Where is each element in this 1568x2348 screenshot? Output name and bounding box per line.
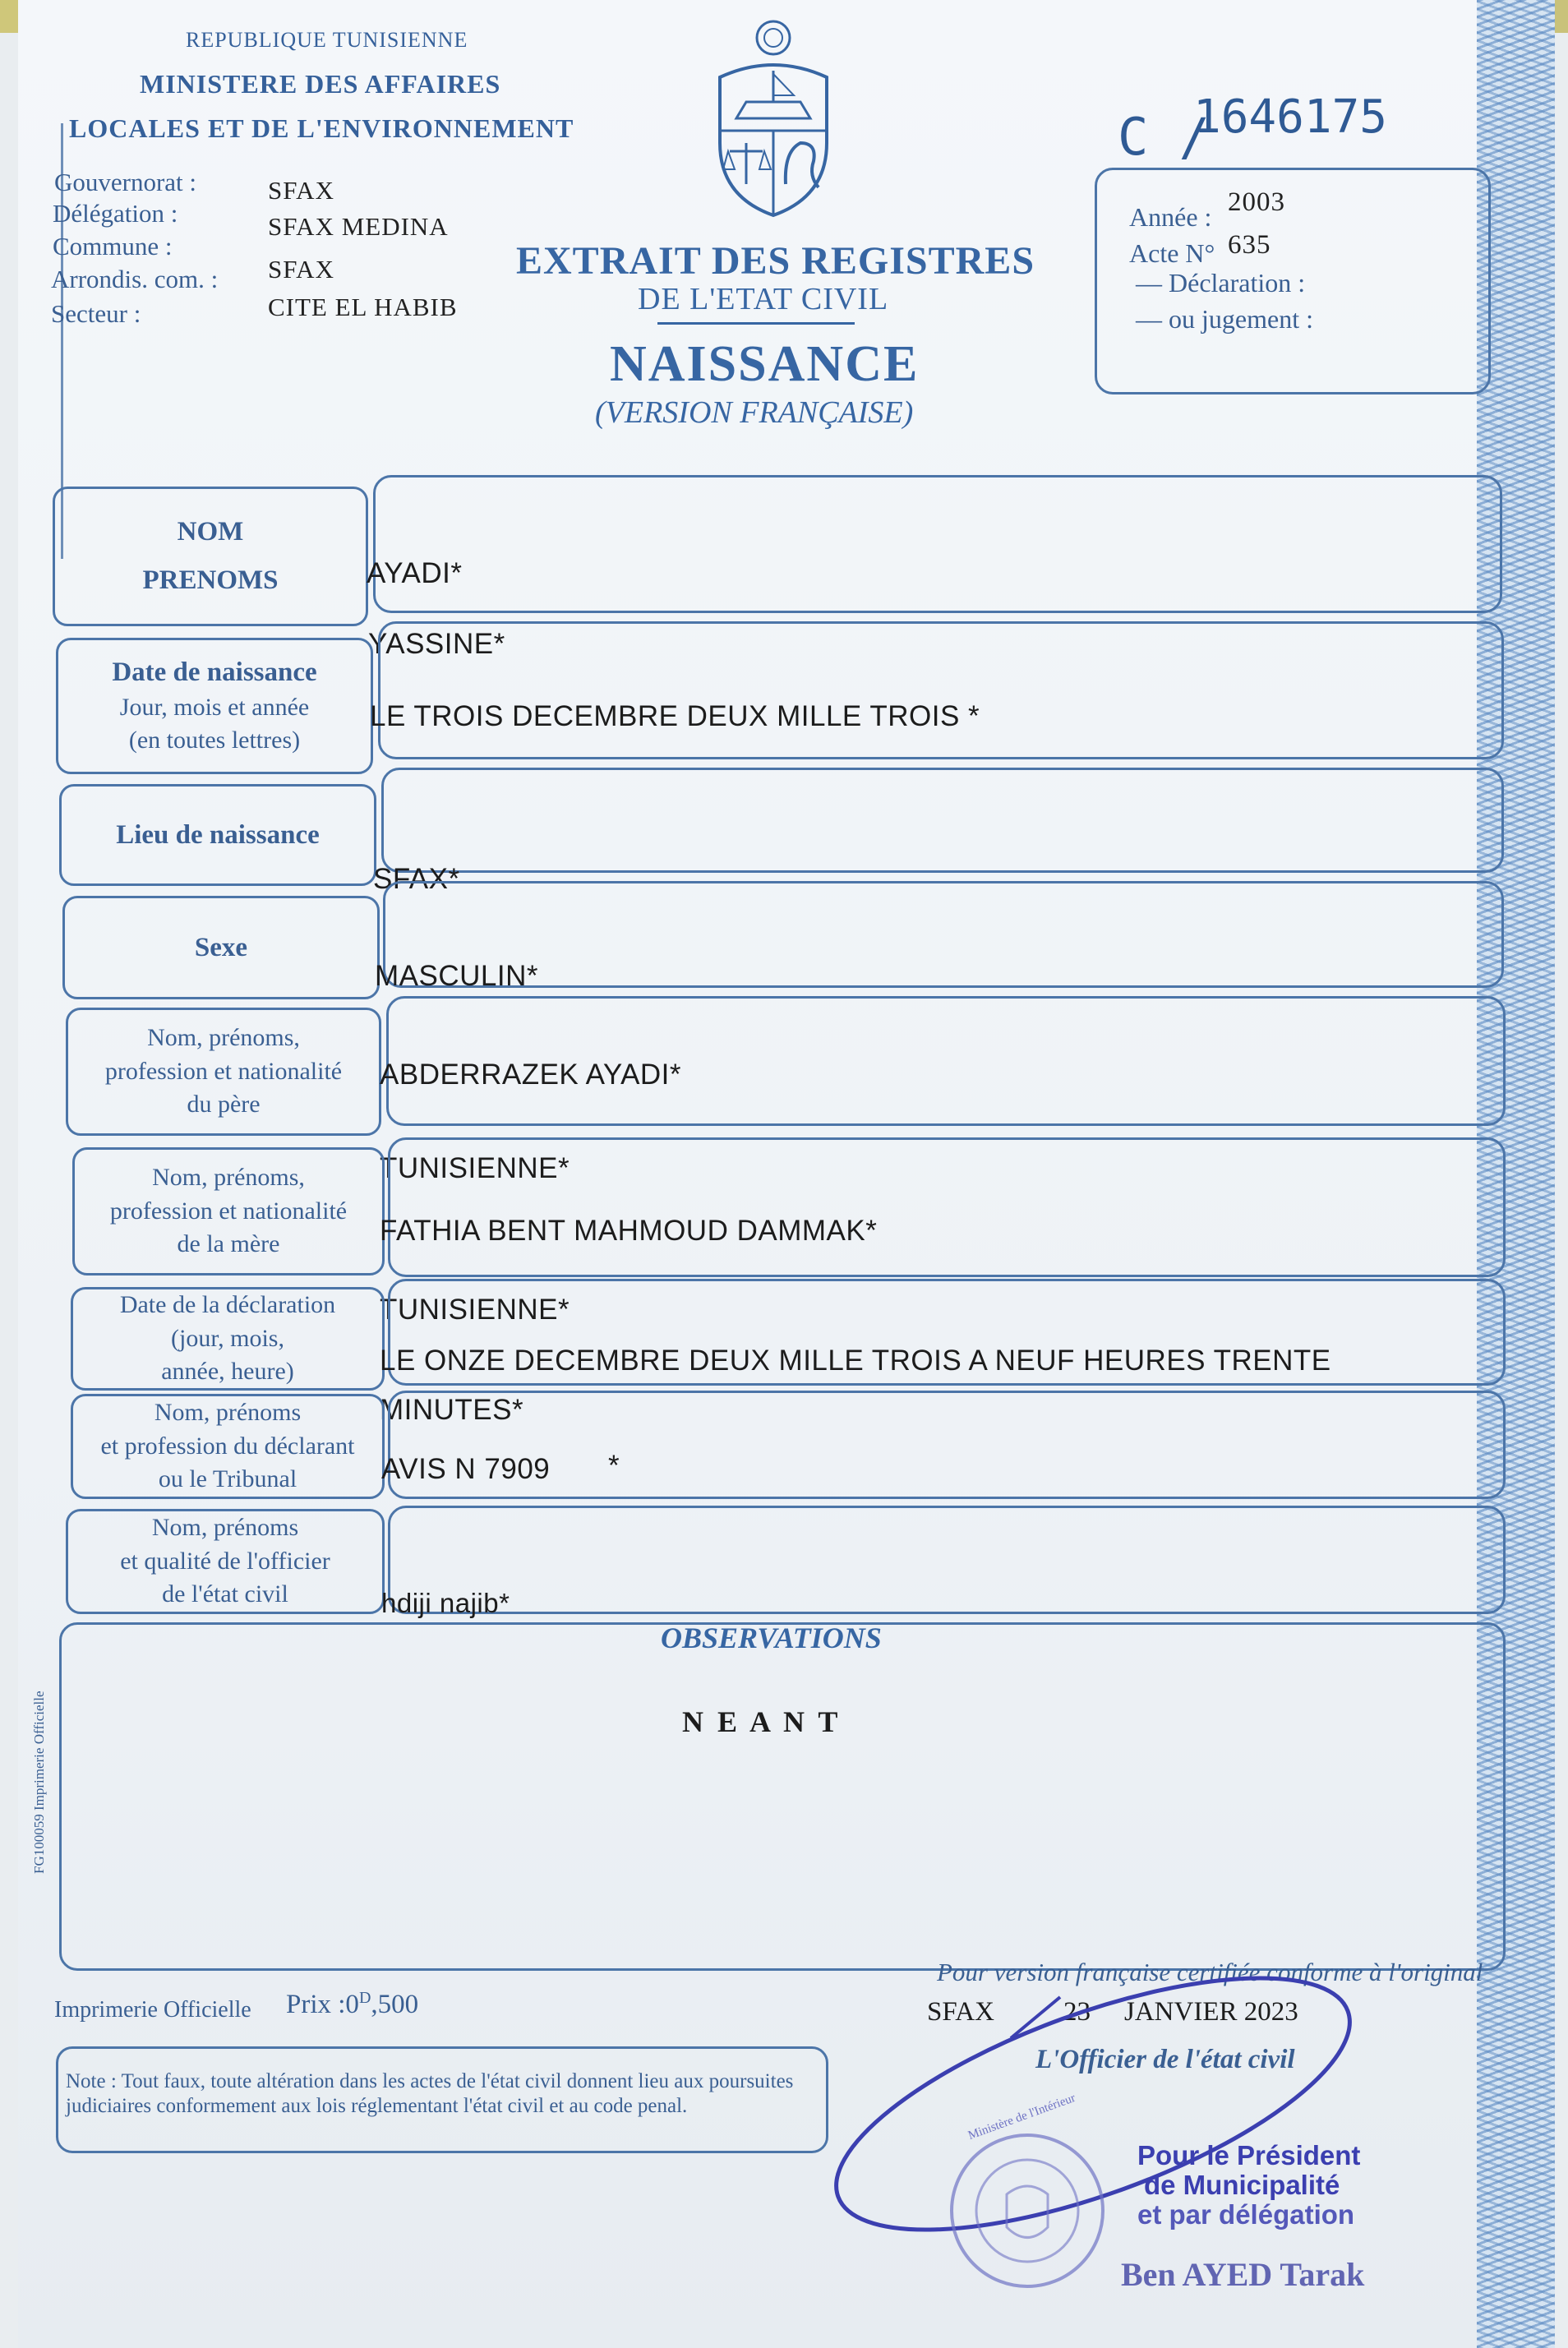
date-naissance-label: Date de naissance — [112, 657, 317, 688]
observations-value: N E A N T — [682, 1705, 842, 1738]
official-seal — [945, 2129, 1109, 2293]
title-etat-civil: DE L'ETAT CIVIL — [638, 282, 889, 316]
serial-prefix: C / — [1118, 107, 1210, 167]
coat-of-arms-emblem — [703, 20, 843, 220]
mere-label-line1: Nom, prénoms, — [152, 1164, 305, 1192]
republic-label: REPUBLIQUE TUNISIENNE — [186, 28, 468, 52]
prix-label — [286, 1989, 418, 2020]
prenoms-value: YASSINE* — [368, 628, 505, 660]
annee-value: 2003 — [1228, 187, 1285, 217]
prix-label-sup: D — [358, 1989, 371, 2007]
sexe-value-cell — [383, 881, 1504, 988]
prenoms-label: PRENOMS — [142, 565, 279, 595]
ministry-line1: MINISTERE DES AFFAIRES — [140, 69, 501, 99]
mere-label-line3: de la mère — [177, 1230, 280, 1258]
date-naissance-label-cell — [56, 638, 373, 774]
mere-label-line2: profession et nationalité — [109, 1197, 348, 1225]
commune-label: Commune : — [53, 232, 173, 261]
prix-label-suffix: ,500 — [371, 1990, 419, 2019]
title-extrait: EXTRAIT DES REGISTRES — [516, 239, 1035, 283]
officier-value-cell — [388, 1506, 1506, 1614]
stamp-line3: et par délégation — [1137, 2199, 1355, 2230]
observations-title: OBSERVATIONS — [661, 1621, 882, 1654]
signature-month-year: JANVIER 2023 — [1124, 1997, 1298, 2027]
declarant-label-line2: et profession du déclarant — [100, 1432, 355, 1460]
officier-value: hdiji najib* — [381, 1588, 510, 1618]
gouvernorat-value: SFAX — [268, 176, 334, 205]
pere-label-line3: du père — [187, 1091, 261, 1119]
pere-label-cell — [66, 1008, 381, 1136]
declarant-asterisk: * — [608, 1450, 620, 1482]
stamp-line2: de Municipalité — [1144, 2170, 1340, 2200]
declaration-date-label-line3: année, heure) — [161, 1358, 294, 1386]
acte-label: Acte N° — [1129, 238, 1215, 268]
seal-text: Ministère de l'Intérieur — [966, 2091, 1077, 2143]
title-naissance: NAISSANCE — [610, 336, 920, 392]
certification-text: Pour version française certifiée conforme à l'original — [937, 1958, 1483, 1986]
pere-label-line1: Nom, prénoms, — [147, 1024, 300, 1052]
jugement-label: — ou jugement : — [1136, 304, 1313, 334]
arrondissement-label: Arrondis. com. : — [51, 265, 219, 293]
mere-value-cell — [388, 1137, 1506, 1277]
declaration-label: — Déclaration : — [1136, 268, 1306, 298]
printer-side-code: FG100059 Imprimerie Officielle — [31, 1691, 47, 1874]
sexe-label: Sexe — [194, 932, 248, 962]
declaration-date-label-cell — [71, 1287, 385, 1391]
officier-label-line3: de l'état civil — [162, 1580, 288, 1608]
pere-value: ABDERRAZEK AYADI* — [380, 1059, 682, 1091]
declarant-label-line1: Nom, prénoms — [154, 1399, 302, 1427]
mere-label-cell — [72, 1147, 385, 1275]
declarant-label-line3: ou le Tribunal — [158, 1465, 297, 1493]
ministry-line2: LOCALES ET DE L'ENVIRONNEMENT — [69, 113, 574, 143]
delegation-label: Délégation : — [53, 199, 178, 228]
date-naissance-sublabel: Jour, mois et année — [119, 693, 310, 721]
officier-label-cell — [66, 1509, 385, 1614]
declarant-value-cell — [388, 1391, 1506, 1499]
lieu-value-cell — [381, 768, 1504, 873]
nom-prenoms-label-cell — [53, 487, 368, 626]
lieu-label-cell — [59, 784, 376, 886]
date-naissance-sublabel2: (en toutes lettres) — [128, 727, 301, 754]
note-text: Note : Tout faux, toute altération dans les actes de l'état civil donnent lieu aux poursuites judiciaires conformement aux lois réglementant l'état civil et au code penal. — [66, 2070, 794, 2117]
date-naissance-value-cell — [378, 621, 1504, 759]
delegation-value: SFAX MEDINA — [268, 212, 449, 241]
declaration-date-value-line1: LE ONZE DECEMBRE DEUX MILLE TROIS A NEUF HEURES TRENTE — [380, 1345, 1331, 1377]
sexe-value: MASCULIN* — [375, 960, 538, 992]
sexe-label-cell — [62, 896, 380, 999]
observations-box — [59, 1622, 1506, 1971]
acte-value: 635 — [1228, 230, 1271, 260]
gouvernorat-label: Gouvernorat : — [54, 168, 197, 196]
title-version: (VERSION FRANÇAISE) — [595, 395, 914, 430]
declarant-value: AVIS N 7909 — [381, 1453, 551, 1485]
mere-nationality: TUNISIENNE* — [380, 1294, 570, 1326]
mere-value: FATHIA BENT MAHMOUD DAMMAK* — [380, 1215, 878, 1247]
officier-label-line1: Nom, prénoms — [151, 1514, 299, 1542]
nom-value-cell — [373, 475, 1502, 613]
signature-city: SFAX — [927, 1997, 994, 2027]
stamp-name: Ben AYED Tarak — [1121, 2256, 1365, 2293]
annee-label: Année : — [1129, 202, 1212, 232]
declaration-date-label-line1: Date de la déclaration — [119, 1291, 336, 1319]
declaration-date-label-line2: (jour, mois, — [171, 1324, 284, 1352]
serial-number: 1646175 — [1193, 90, 1388, 144]
secteur-value: CITE EL HABIB — [268, 293, 458, 321]
lieu-value: SFAX* — [373, 863, 460, 895]
declaration-date-value-line2: MINUTES* — [380, 1394, 524, 1426]
pere-label-line2: profession et nationalité — [104, 1057, 343, 1085]
lieu-label: Lieu de naissance — [116, 819, 320, 850]
pere-nationality: TUNISIENNE* — [380, 1152, 570, 1184]
prix-label-prefix: Prix :0 — [286, 1990, 359, 2019]
secteur-label: Secteur : — [51, 299, 141, 328]
stamp-line1: Pour le Président — [1137, 2140, 1361, 2170]
officier-label-line2: et qualité de l'officier — [120, 1547, 330, 1575]
date-naissance-value: LE TROIS DECEMBRE DEUX MILLE TROIS * — [370, 700, 980, 732]
signature-day: 23 — [1063, 1997, 1091, 2027]
nom-label: NOM — [177, 517, 244, 547]
title-underline — [657, 322, 855, 325]
declarant-label-cell — [71, 1394, 385, 1499]
officier-title: L'Officier de l'état civil — [1035, 2045, 1295, 2074]
imprimerie-label: Imprimerie Officielle — [54, 1997, 251, 2023]
nom-value: AYADI* — [367, 557, 463, 589]
arrondissement-value: SFAX — [268, 255, 334, 284]
